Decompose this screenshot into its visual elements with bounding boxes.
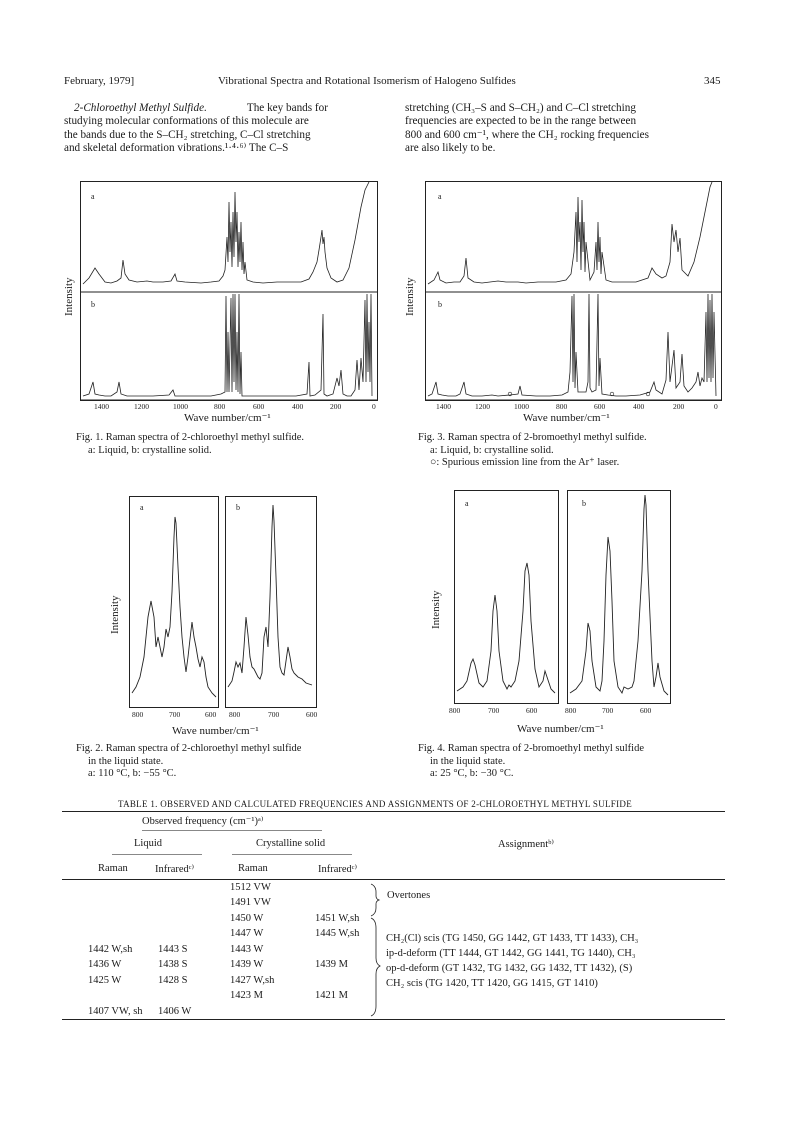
body-line: studying molecular conformations of this molecule are: [64, 115, 309, 128]
y-axis-label: Intensity: [109, 595, 121, 634]
table-cell: 1445 W,sh: [315, 928, 360, 939]
body-line: the bands due to the S–CH₂ stretching, C–Cl stretching: [64, 128, 311, 141]
table-brace: [368, 882, 382, 1022]
table-head-solid: Crystalline solid: [256, 838, 326, 849]
table-rule-liquid: [112, 854, 202, 855]
table-cell: 1438 S: [158, 959, 188, 970]
x-tick: 700: [268, 710, 280, 719]
x-tick: 800: [449, 706, 461, 715]
figure-3-plot: [426, 182, 721, 400]
table-cell: 1406 W: [158, 1006, 192, 1017]
table-head-assignment: Assignmentᵇ⁾: [498, 839, 554, 850]
table-cell: 1447 W: [230, 928, 264, 939]
table-cell: 1439 W: [230, 959, 264, 970]
x-tick: 700: [169, 710, 181, 719]
body-line: 800 and 600 cm⁻¹, where the CH₂ rocking frequencies: [405, 128, 649, 141]
spectrum-trace-liquid: [428, 182, 712, 284]
table-rule-bottom: [62, 1019, 725, 1020]
x-tick: 0: [714, 402, 718, 411]
caption-line: Fig. 1. Raman spectra of 2-chloroethyl methyl sulfide.: [76, 432, 305, 443]
body-line: frequencies are expected to be in the range between: [405, 115, 637, 128]
assignment-line: op-d-deform (GT 1432, TG 1432, GG 1432, TT 1432), (S): [386, 963, 633, 974]
body-line: and skeletal deformation vibrations.¹·⁴·⁶⁾ The C–S: [64, 142, 289, 155]
spectrum-trace: [457, 563, 555, 693]
running-header-title: Vibrational Spectra and Rotational Isomerism of Halogeno Sulfides: [218, 75, 516, 87]
x-tick: 600: [205, 710, 217, 719]
x-tick: 200: [673, 402, 685, 411]
x-tick: 1400: [94, 402, 109, 411]
figure-3-spectrum: [425, 181, 722, 401]
x-tick: 1200: [134, 402, 149, 411]
table-rule-header: [62, 879, 725, 880]
table-rule-solid: [232, 854, 352, 855]
y-axis-label: Intensity: [404, 277, 416, 316]
body-line: are also likely to be.: [405, 142, 496, 155]
spectrum-trace-solid: [428, 294, 716, 396]
figure-1-caption: [76, 432, 304, 457]
x-tick: 400: [292, 402, 304, 411]
table-cell: 1450 W: [230, 913, 264, 924]
table-cell: 1451 W,sh: [315, 913, 360, 924]
x-tick: 600: [594, 402, 606, 411]
panel-label-b: b: [91, 300, 95, 309]
figure-2a-spectrum: [129, 496, 219, 708]
caption-line: a: Liquid, b: crystalline solid.: [430, 444, 554, 456]
figure-3-caption: [418, 432, 647, 470]
table-col-infrared-solid: Infraredᶜ⁾: [318, 864, 358, 875]
body-line: stretching (CH₃–S and S–CH₂) and C–Cl stretching: [405, 102, 636, 114]
panel-label-a: a: [465, 499, 469, 508]
caption-line: ○: Spurious emission line from the Ar⁺ laser.: [430, 457, 620, 468]
spectrum-trace-solid: [83, 294, 372, 396]
spectrum-trace: [570, 495, 668, 695]
x-tick: 400: [633, 402, 645, 411]
figure-4-caption: [418, 743, 644, 781]
body-line: The key bands for: [246, 102, 328, 114]
running-header-left: February, 1979]: [64, 75, 135, 87]
table-cell: 1512 VW: [230, 882, 271, 893]
table-cell: 1428 S: [158, 975, 188, 986]
table-cell: 1407 VW, sh: [88, 1006, 143, 1017]
assignment-overtones: Overtones: [387, 890, 431, 901]
spectrum-trace: [228, 505, 312, 687]
x-tick: 200: [330, 402, 342, 411]
x-tick: 600: [526, 706, 538, 715]
table-cell: 1443 W: [230, 944, 264, 955]
x-axis-label: Wave number/cm⁻¹: [172, 725, 259, 737]
caption-line: in the liquid state.: [430, 755, 506, 767]
table-title: TABLE 1. OBSERVED AND CALCULATED FREQUENCIES AND ASSIGNMENTS OF 2-CHLOROETHYL METHYL SULFIDE: [118, 799, 632, 809]
panel-label-b: b: [582, 499, 586, 508]
table-col-raman: Raman: [98, 863, 128, 874]
x-tick: 800: [565, 706, 577, 715]
x-axis-label: Wave number/cm⁻¹: [517, 723, 604, 735]
assignment-line: ip-d-deform (TT 1444, GT 1442, GG 1441, TG 1440), CH₃: [386, 948, 636, 959]
caption-line: Fig. 2. Raman spectra of 2-chloroethyl methyl sulfide: [76, 743, 302, 754]
figure-1-spectrum: [80, 181, 378, 401]
figure-4a-spectrum: [454, 490, 559, 704]
figure-2b-plot: [226, 497, 316, 707]
panel-label-a: a: [438, 192, 442, 201]
spectrum-trace-liquid: [83, 182, 369, 284]
figure-2a-plot: [130, 497, 218, 707]
table-cell: 1427 W,sh: [230, 975, 275, 986]
assignment-line: CH₂(Cl) scis (TG 1450, GG 1442, GT 1433, TT 1433), CH₃: [386, 933, 639, 944]
table-col-raman-solid: Raman: [238, 863, 268, 874]
table-cell: 1425 W: [88, 975, 122, 986]
caption-line: in the liquid state.: [88, 755, 164, 767]
table-col-infrared: Infraredᶜ⁾: [155, 864, 195, 875]
table-cell: 1421 M: [315, 990, 348, 1001]
x-tick: 1000: [514, 402, 529, 411]
x-tick: 1200: [475, 402, 490, 411]
x-tick: 700: [602, 706, 614, 715]
x-tick: 800: [132, 710, 144, 719]
table-head-liquid: Liquid: [134, 838, 162, 849]
x-tick: 700: [488, 706, 500, 715]
table-cell: 1443 S: [158, 944, 188, 955]
x-tick: 800: [214, 402, 226, 411]
panel-label-b: b: [236, 503, 240, 512]
caption-line: Fig. 3. Raman spectra of 2-bromoethyl methyl sulfide.: [418, 432, 647, 443]
figure-2b-spectrum: [225, 496, 317, 708]
table-cell: 1491 VW: [230, 897, 271, 908]
x-tick: 0: [372, 402, 376, 411]
x-axis-label: Wave number/cm⁻¹: [184, 412, 271, 424]
y-axis-label: Intensity: [63, 277, 75, 316]
x-tick: 1000: [173, 402, 188, 411]
x-tick: 800: [229, 710, 241, 719]
figure-4b-plot: [568, 491, 670, 703]
x-tick: 600: [253, 402, 265, 411]
assignment-line: CH₂ scis (TG 1420, TT 1420, GG 1415, GT 1410): [386, 978, 598, 989]
caption-line: a: Liquid, b: crystalline solid.: [88, 444, 212, 456]
x-tick: 600: [640, 706, 652, 715]
table-cell: 1442 W,sh: [88, 944, 133, 955]
x-tick: 800: [556, 402, 568, 411]
x-tick: 600: [306, 710, 318, 719]
figure-2-caption: [76, 743, 301, 781]
panel-label-b: b: [438, 300, 442, 309]
panel-label-a: a: [91, 192, 95, 201]
table-cell: 1439 M: [315, 959, 348, 970]
table-rule-observed: [142, 830, 322, 831]
figure-1-plot: [81, 182, 377, 400]
spectrum-trace: [132, 517, 216, 697]
caption-line: Fig. 4. Raman spectra of 2-bromoethyl methyl sulfide: [418, 743, 644, 754]
compound-heading: 2-Chloroethyl Methyl Sulfide.: [74, 102, 207, 114]
y-axis-label: Intensity: [430, 590, 442, 629]
table-cell: 1436 W: [88, 959, 122, 970]
table-cell: 1423 M: [230, 990, 263, 1001]
caption-line: a: 25 °C, b: −30 °C.: [430, 768, 514, 779]
figure-4b-spectrum: [567, 490, 671, 704]
body-column-left: [64, 102, 384, 156]
figure-4a-plot: [455, 491, 558, 703]
x-tick: 1400: [436, 402, 451, 411]
body-column-right: [405, 102, 730, 156]
table-rule-top: [62, 811, 725, 812]
caption-line: a: 110 °C, b: −55 °C.: [88, 768, 177, 779]
table-head-observed: Observed frequency (cm⁻¹)ᵃ⁾: [142, 816, 264, 827]
x-axis-label: Wave number/cm⁻¹: [523, 412, 610, 424]
panel-label-a: a: [140, 503, 144, 512]
page-number: 345: [704, 75, 721, 87]
